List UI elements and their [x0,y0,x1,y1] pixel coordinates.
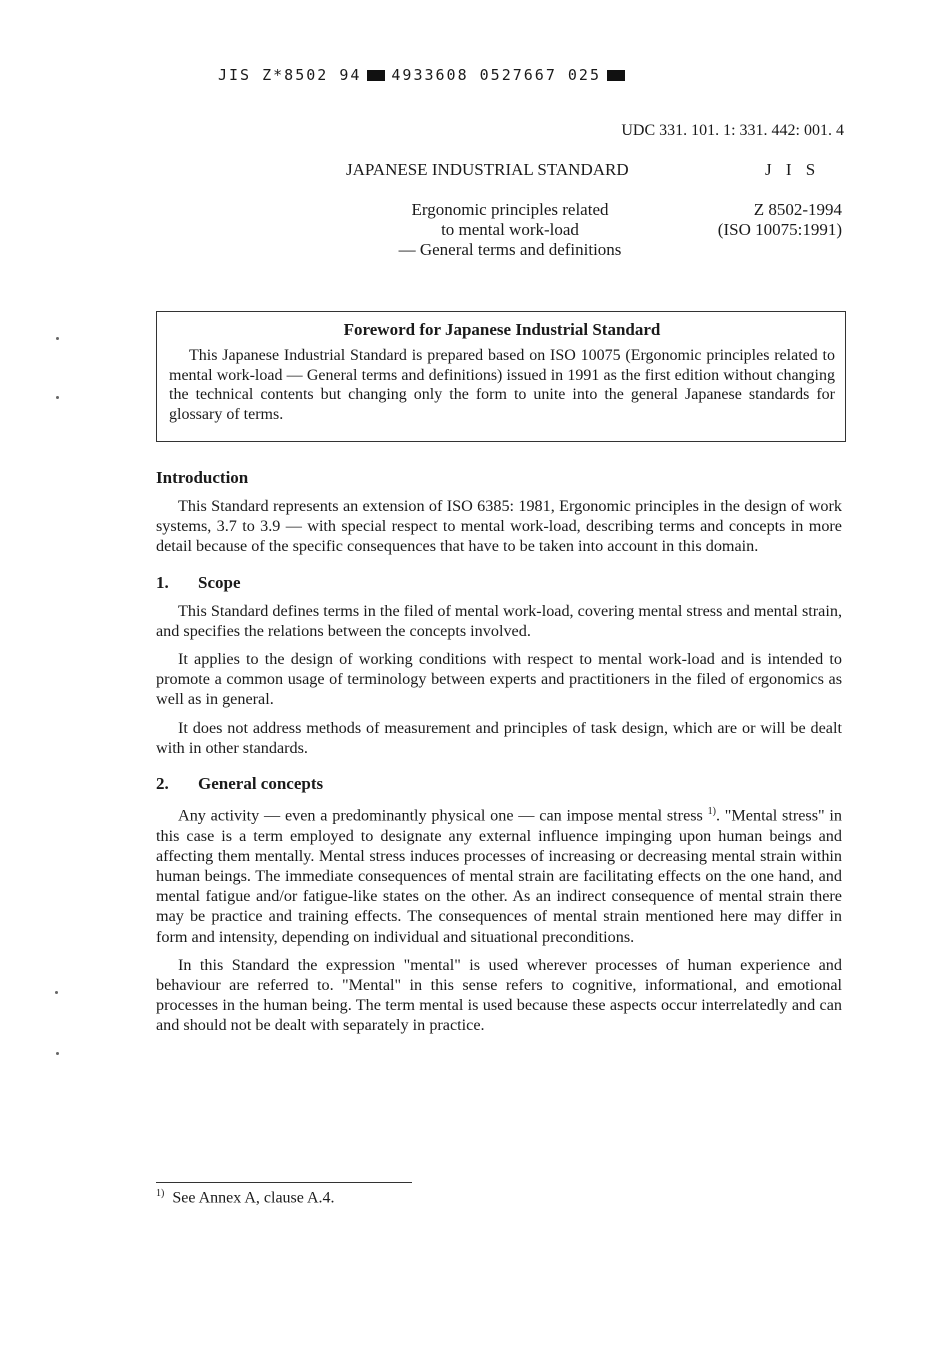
general-concepts-paragraph [156,802,842,947]
general-concepts-heading [156,774,842,794]
title-line: Ergonomic principles related [411,200,609,219]
general-concepts-paragraph: In this Standard the expression "mental" is used wherever processes of human experience and behaviour are referred to. "Mental" in this sense refers to cognitive, informational, and emotional processes in the human being. The term mental is used because these aspects occur interrelatedly and can and should not be dealt with separately in practice. [156,955,842,1035]
scan-block-mark [607,70,625,81]
scan-speck [55,991,58,994]
footnote-divider [156,1182,412,1183]
standard-code: Z 8502-1994 [753,200,842,219]
scope-heading [156,573,842,593]
title-line: to mental work-load [441,220,579,239]
scan-speck [56,396,59,399]
organization-name: JAPANESE INDUSTRIAL STANDARD [346,160,629,179]
footnote-text: See Annex A, clause A.4. [172,1189,335,1207]
series-label: J I S [765,160,821,179]
foreword-text: This Japanese Industrial Standard is prepared based on ISO 10075 (Ergonomic principles related to mental work-load — General terms and definitions) issued in 1991 as the first edition without changing the technical contents but changing only the form to unite into the general Japanese standards for glossary of terms. [169,347,835,423]
scope-paragraph: This Standard defines terms in the filed of mental work-load, covering mental stress and mental strain, and specifies the relations between the concepts involved. [156,601,842,640]
iso-reference: (ISO 10075:1991) [717,220,842,239]
scan-block-mark [367,70,385,81]
paragraph-text: . "Mental stress" in this case is a term employed to designate any external influence impinging upon human beings and affecting them mentally. Mental stress induces processes of increasing or decreasing mental strain within human beings. The immediate consequences of mental strain are facilitating effects on the one hand, and mental fatigue and/or fatigue-like states on the other. As an indirect consequence of mental strain there may be practice and training effects. The consequences of mental strain mentioned here may differ in form and intensity, depending on individual and situational preconditions. [156,806,842,946]
footnote-marker: 1) [156,1188,165,1199]
standard-code-block [672,200,842,240]
introduction-heading: Introduction [156,468,249,487]
section-title: Scope [198,572,241,592]
udc-classification: UDC 331. 101. 1: 331. 442: 001. 4 [621,122,844,139]
section-title: General concepts [198,774,324,794]
footnote [156,1188,335,1207]
section-number: 2. [156,774,169,794]
foreword-box [156,311,846,442]
scope-paragraph: It applies to the design of working conditions with respect to mental work-load and is intended to promote a common usage of terminology between experts and practitioners in the filed of ergonomics as well as in general. [156,650,842,709]
section-number: 1. [156,572,169,592]
paragraph-text: Any activity — even a predominantly physical one — can impose mental stress [178,806,703,825]
scan-speck [56,1052,59,1055]
scan-header-code [218,66,631,84]
scope-paragraph: It does not address methods of measurement and principles of task design, which are or will be dealt with in other standards. [156,718,842,757]
foreword-heading: Foreword for Japanese Industrial Standard [343,320,661,339]
document-title [340,200,680,260]
introduction-text: This Standard represents an extension of ISO 6385: 1981, Ergonomic principles in the design of work systems, 3.7 to 3.9 — with special respect to mental work-load, describing terms and concepts in more detail because of the specific consequences that have to be taken into account in this domain. [156,497,842,556]
title-line: — General terms and definitions [398,240,622,259]
scan-code-a: JIS Z*8502 94 [218,66,362,84]
main-content [156,468,842,1036]
scan-speck [56,337,59,340]
scan-code-b: 4933608 0527667 025 [391,66,601,84]
footnote-reference: 1) [707,806,716,818]
